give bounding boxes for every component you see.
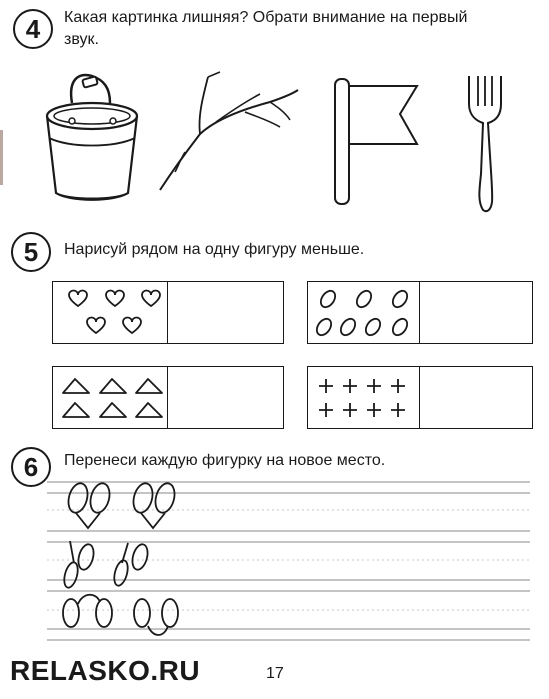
hearts-box [52,281,284,344]
hearts-answer-cell[interactable] [168,282,283,343]
arc-oval-figure [134,599,178,635]
hearts-sample-cell [53,282,168,343]
plus-shape [367,403,381,417]
balloon-pair-figure [65,481,112,528]
ovals-sample-cell [308,282,420,343]
task-4-number: 4 [13,9,53,49]
oval-shape [318,288,338,310]
oval-shape [314,316,334,338]
figure-row-3 [58,588,198,644]
triangles-answer-cell[interactable] [168,367,283,428]
plus-shape [367,379,381,393]
fork-picture [463,74,508,214]
plus-shape [319,403,333,417]
stick-oval-figure [62,541,96,589]
arc-oval-figure [63,595,112,627]
plus-shape [319,379,333,393]
task-6-text: Перенеси каждую фигурку на новое место. [64,452,386,469]
triangle-shape [100,379,126,393]
page-number: 17 [266,665,284,682]
triangles-group [53,367,169,427]
task-4-text-line2: звук. [64,31,99,48]
hearts-group [53,282,169,342]
figure-row-1 [60,480,200,532]
page-edge-mark [0,130,3,185]
oval-shape [354,288,374,310]
triangle-shape [63,403,89,417]
task-5-text: Нарисуй рядом на одну фигуру меньше. [64,241,365,258]
figure-row-2 [58,535,168,591]
triangles-box [52,366,284,429]
ovals-box [307,281,533,344]
branch-picture [150,72,305,192]
oval-shape [390,316,410,338]
bucket-picture [40,70,150,205]
heart-shape [69,291,87,307]
heart-shape [87,318,105,334]
heart-shape [123,318,141,334]
pluses-box [307,366,533,429]
task-6-number: 6 [11,447,51,487]
triangle-shape [136,379,162,393]
oval-shape [338,316,358,338]
heart-shape [106,291,124,307]
ovals-answer-cell[interactable] [420,282,532,343]
pluses-sample-cell [308,367,420,428]
site-watermark: RELASKO.RU [10,655,201,686]
triangle-shape [100,403,126,417]
triangle-shape [136,403,162,417]
plus-shape [343,403,357,417]
plus-shape [391,379,405,393]
task-5-number: 5 [11,232,51,272]
balloon-pair-figure [130,481,177,528]
flag-picture [325,74,425,209]
oval-shape [363,316,383,338]
oval-shape [390,288,410,310]
triangles-sample-cell [53,367,168,428]
ovals-group [308,282,421,342]
heart-shape [142,291,160,307]
plus-shape [343,379,357,393]
pluses-answer-cell[interactable] [420,367,532,428]
task-4-text-line1: Какая картинка лишняя? Обрати внимание на первый [64,9,468,26]
triangle-shape [63,379,89,393]
plus-shape [391,403,405,417]
pluses-group [308,367,421,427]
stick-oval-figure [112,543,150,587]
